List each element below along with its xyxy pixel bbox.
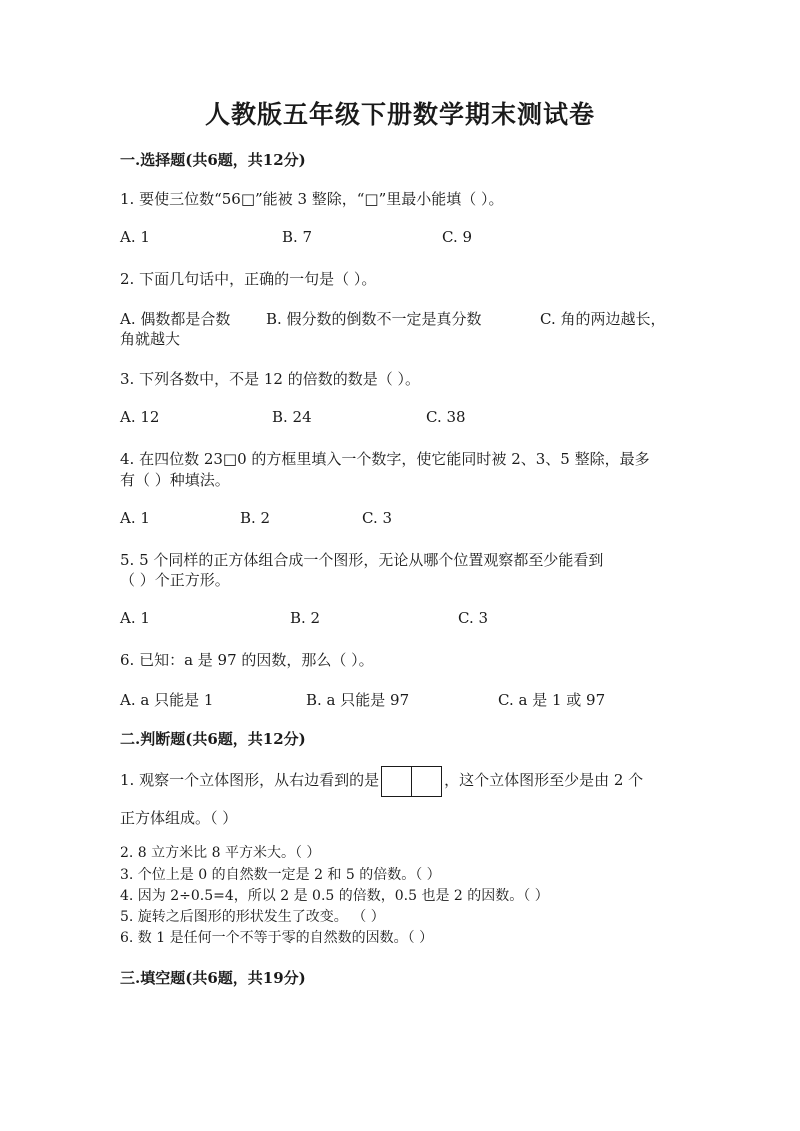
choice-q3-option-c: C. 38 [426, 408, 466, 426]
choice-q1-option-a: A. 1 [120, 228, 150, 246]
side-view-two-squares-figure [381, 766, 442, 797]
judge-q6: 6. 数 1 是任何一个不等于零的自然数的因数。（ ） [120, 930, 434, 946]
choice-q4-option-c: C. 3 [362, 509, 393, 527]
judge-q1-text-pre: 1. 观察一个立体图形，从右边看到的是 [120, 771, 380, 789]
section-fill-header: 三.填空题(共6题，共19分) [120, 969, 306, 987]
choice-q5-option-b: B. 2 [290, 609, 321, 627]
judge-q1-text-post: ，这个立体图形至少是由 2 个 [444, 771, 644, 789]
choice-q4-option-a: A. 1 [120, 509, 150, 527]
choice-q3-option-a: A. 12 [120, 408, 160, 426]
choice-q1-option-b: B. 7 [282, 228, 313, 246]
choice-q5-text-cont: （ ）个正方形。 [120, 571, 230, 589]
choice-q6-option-b: B. a 只能是 97 [306, 691, 410, 709]
choice-q2-text: 2. 下面几句话中，正确的一句是（ ）。 [120, 270, 377, 288]
choice-q5-option-c: C. 3 [458, 609, 489, 627]
choice-q5-text: 5. 5 个同样的正方体组合成一个图形，无论从哪个位置观察都至少能看到 [120, 551, 604, 569]
choice-q1-text: 1. 要使三位数“56□”能被 3 整除，“□”里最小能填（ ）。 [120, 190, 504, 208]
judge-q2: 2. 8 立方米比 8 平方米大。（ ） [120, 845, 321, 861]
choice-q6-option-c: C. a 是 1 或 97 [498, 691, 606, 709]
choice-q2-option-a: A. 偶数都是合数 [120, 310, 231, 328]
side-view-square-right [412, 766, 442, 797]
judge-q1-line1 [120, 760, 643, 800]
choice-q3-text: 3. 下列各数中，不是 12 的倍数的数是（ ）。 [120, 370, 420, 388]
section-choice-header: 一.选择题(共6题，共12分) [120, 151, 306, 169]
choice-q4-text: 4. 在四位数 23□0 的方框里填入一个数字，使它能同时被 2、3、5 整除，最多 [120, 450, 650, 468]
side-view-square-left [381, 766, 412, 797]
choice-q5-option-a: A. 1 [120, 609, 150, 627]
section-judge-header: 二.判断题(共6题，共12分) [120, 730, 306, 748]
choice-q1-option-c: C. 9 [442, 228, 473, 246]
choice-q2-option-b: B. 假分数的倒数不一定是真分数 [266, 310, 482, 328]
choice-q4-text-cont: 有（ ）种填法。 [120, 471, 230, 489]
choice-q2-option-c: C. 角的两边越长， [540, 310, 666, 328]
choice-q3-option-b: B. 24 [272, 408, 312, 426]
judge-q3: 3. 个位上是 0 的自然数一定是 2 和 5 的倍数。（ ） [120, 867, 441, 883]
choice-q6-text: 6. 已知：a 是 97 的因数，那么（ ）。 [120, 651, 374, 669]
judge-q4: 4. 因为 2÷0.5=4，所以 2 是 0.5 的倍数，0.5 也是 2 的因数。（ ） [120, 888, 549, 904]
judge-q5: 5. 旋转之后图形的形状发生了改变。 （ ） [120, 909, 385, 925]
choice-q4-option-b: B. 2 [240, 509, 271, 527]
judge-q1-line2: 正方体组成。（ ） [120, 809, 238, 827]
choice-q2-option-c-cont: 角就越大 [120, 330, 181, 348]
choice-q6-option-a: A. a 只能是 1 [120, 691, 214, 709]
document-title: 人教版五年级下册数学期末测试卷 [204, 100, 595, 129]
